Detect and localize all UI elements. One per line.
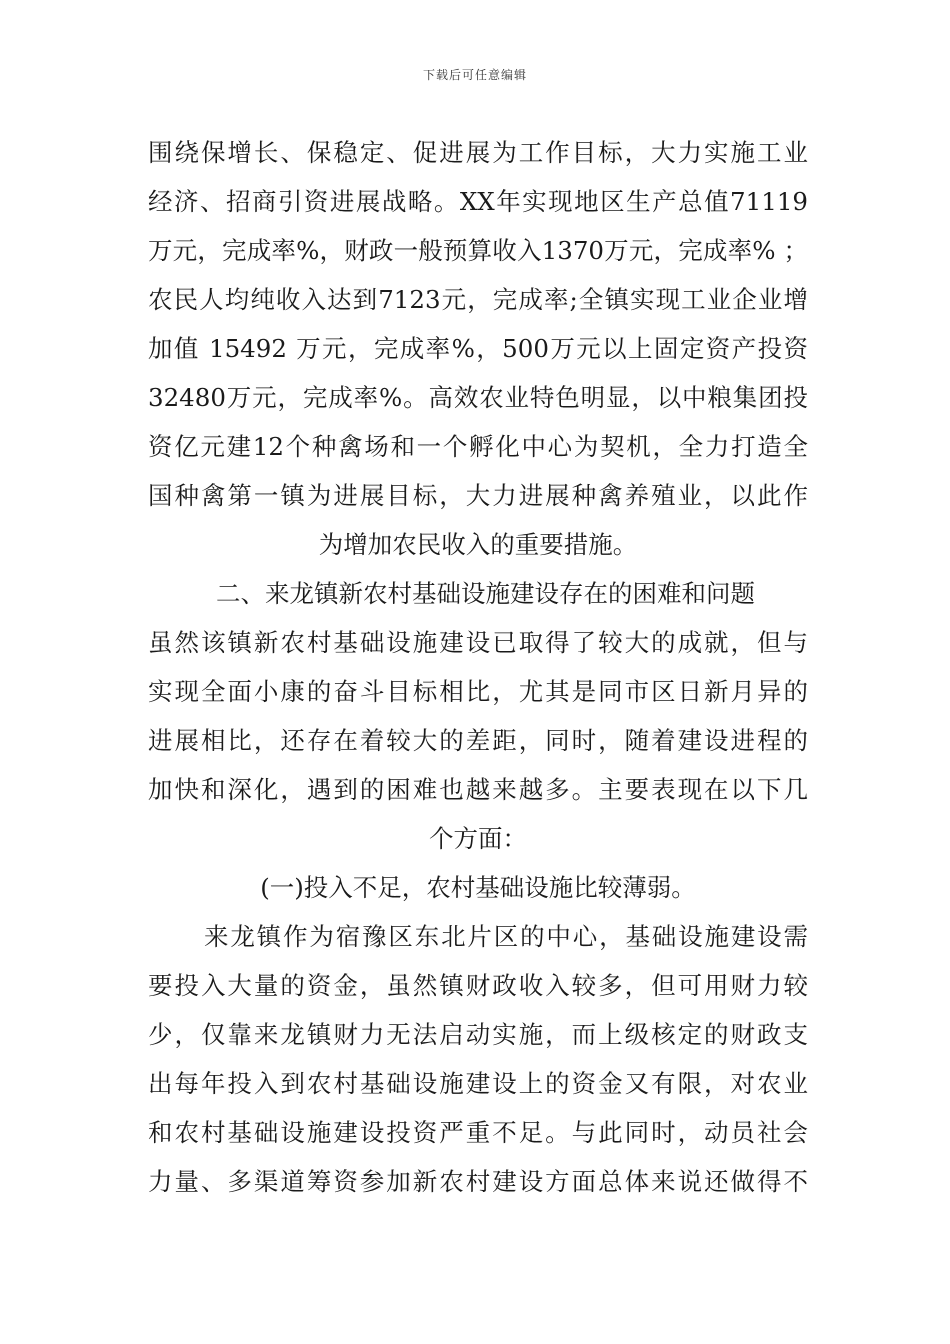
text-line: 经济、招商引资进展战略。XX年实现地区生产总值71119 <box>148 187 808 216</box>
document-body <box>148 128 808 1206</box>
text-line: 加快和深化，遇到的困难也越来越多。主要表现在以下几 <box>148 775 808 804</box>
text-line: 为增加农民收入的重要措施。 <box>318 530 638 559</box>
paragraph-insufficient-investment <box>148 912 808 1206</box>
page-header: 下载后可任意编辑 <box>422 68 527 82</box>
text-line: 出每年投入到农村基础设施建设上的资金又有限，对农业 <box>148 1069 808 1098</box>
text-line: 和农村基础设施建设投资严重不足。与此同时，动员社会 <box>148 1118 808 1147</box>
text-line: 加值 15492 万元，完成率%，500万元以上固定资产投资 <box>148 334 808 363</box>
text-line: 虽然该镇新农村基础设施建设已取得了较大的成就，但与 <box>148 628 808 657</box>
text-line: 力量、多渠道筹资参加新农村建设方面总体来说还做得不 <box>148 1167 808 1196</box>
text-line: 32480万元，完成率%。高效农业特色明显，以中粮集团投 <box>148 383 808 412</box>
text-line: 要投入大量的资金，虽然镇财政收入较多，但可用财力较 <box>148 971 808 1000</box>
text-line: 进展相比，还存在着较大的差距，同时，随着建设进程的 <box>148 726 808 755</box>
text-line: 来龙镇作为宿豫区东北片区的中心，基础设施建设需 <box>204 922 808 951</box>
text-line: 少，仅靠来龙镇财力无法启动实施，而上级核定的财政支 <box>148 1020 808 1049</box>
subsection-heading: (一)投入不足，农村基础设施比较薄弱。 <box>260 873 696 902</box>
text-line: 个方面： <box>429 824 527 853</box>
text-line: 万元，完成率%，财政一般预算收入1370万元，完成率% ； <box>148 236 808 265</box>
paragraph-development-summary <box>148 128 808 569</box>
text-line: 农民人均纯收入达到7123元，完成率;全镇实现工业企业增 <box>148 285 808 314</box>
text-line: 围绕保增长、保稳定、促进展为工作目标，大力实施工业 <box>148 138 808 167</box>
text-line: 资亿元建12个种禽场和一个孵化中心为契机，全力打造全 <box>148 432 808 461</box>
text-line: 实现全面小康的奋斗目标相比，尤其是同市区日新月异的 <box>148 677 808 706</box>
paragraph-problems-intro <box>148 618 808 863</box>
text-line: 国种禽第一镇为进展目标，大力进展种禽养殖业，以此作 <box>148 481 808 510</box>
section-heading: 二、来龙镇新农村基础设施建设存在的困难和问题 <box>216 579 755 608</box>
